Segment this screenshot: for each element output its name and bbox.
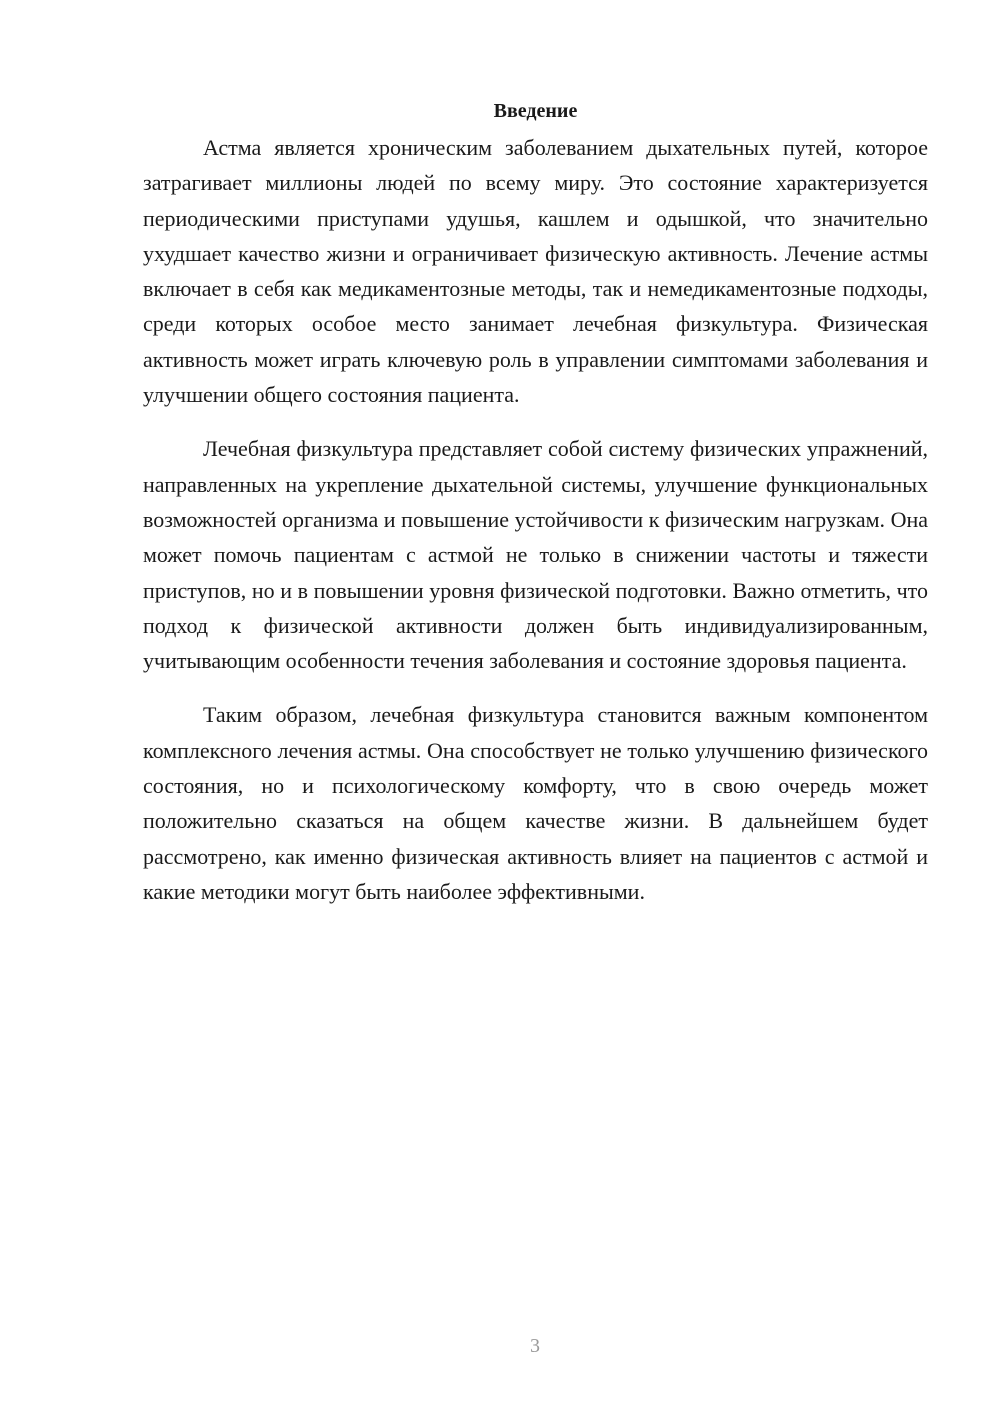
page-number: 3 <box>530 1335 540 1357</box>
paragraph-3: Таким образом, лечебная физкультура становится важным компонентом комплексного лечения астмы. Она способствует не только улучшению физического состояния, но и психологическому комфорту, что в свою очередь может положительно сказаться на общем качестве жизни. В дальнейшем будет рассмотрено, как именно физическая активность влияет на пациентов с астмой и какие методики могут быть наиболее эффективными. <box>143 702 928 904</box>
paragraph-2: Лечебная физкультура представляет собой систему физических упражнений, направленных на укрепление дыхательной системы, улучшение функциональных возможностей организма и повышение устойчивости к физическим нагрузкам. Она может помочь пациентам с астмой не только в снижении частоты и тяжести приступов, но и в повышении уровня физической подготовки. Важно отметить, что подход к физической активности должен быть индивидуализированным, учитывающим особенности течения заболевания и состояние здоровья пациента. <box>143 436 928 674</box>
paragraph-1: Астма является хроническим заболеванием дыхательных путей, которое затрагивает миллионы людей по всему миру. Это состояние характеризуется периодическими приступами удушья, кашлем и одышкой, что значительно ухудшает качество жизни и ограничивает физическую активность. Лечение астмы включает в себя как медикаментозные методы, так и немедикаментозные подходы, среди которых особое место занимает лечебная физкультура. Физическая активность может играть ключевую роль в управлении симптомами заболевания и улучшении общего состояния пациента. <box>143 135 928 408</box>
section-heading: Введение <box>493 100 578 122</box>
page-content <box>143 96 928 928</box>
